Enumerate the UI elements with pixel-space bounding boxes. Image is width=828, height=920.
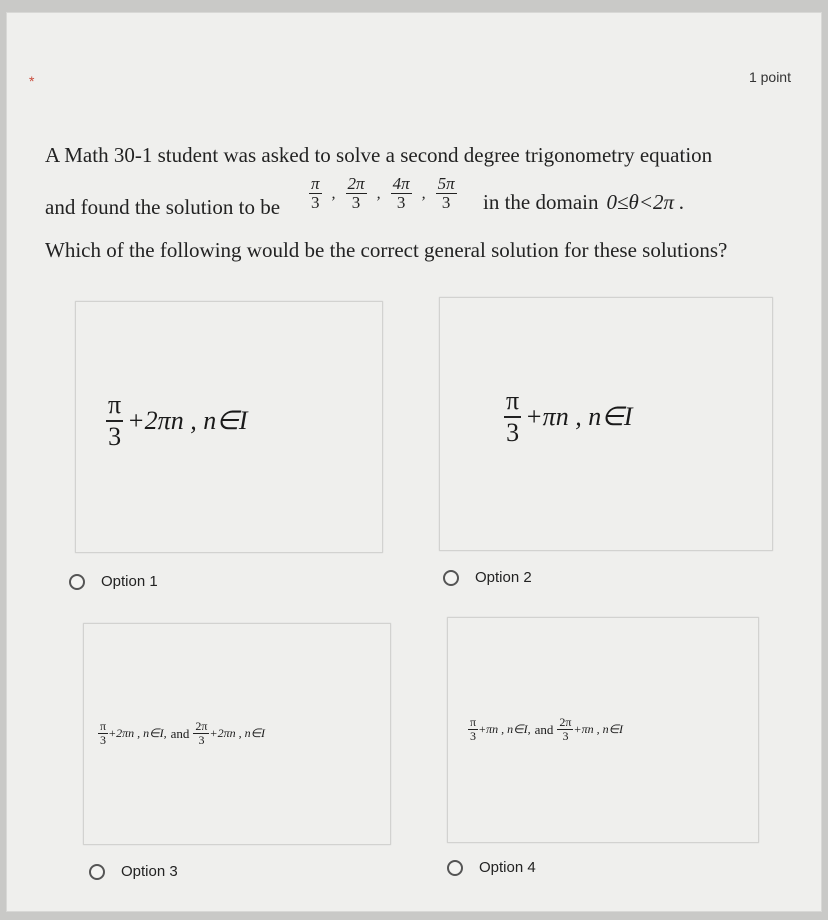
option-1-expression: $\frac{\pi}{3}$ +2πn , n∈I bbox=[108, 390, 248, 451]
option-1-radio[interactable] bbox=[69, 574, 85, 590]
option-3-image[interactable] bbox=[83, 623, 391, 845]
option-4-choice[interactable] bbox=[447, 859, 536, 876]
domain-expression: 0≤θ<2π . bbox=[606, 190, 685, 214]
option-2-image[interactable] bbox=[439, 297, 773, 551]
option-4-expression: $\frac{\pi}{3}$ +πn , n∈I, and $\frac{2\pi}{3}$ +πn , n∈I bbox=[470, 715, 624, 743]
option-2-label: Option 2 bbox=[475, 569, 532, 586]
option-4-label: Option 4 bbox=[479, 859, 536, 876]
option-3-radio[interactable] bbox=[89, 864, 105, 880]
option-3-choice[interactable] bbox=[89, 863, 178, 880]
question-line-1: A Math 30-1 student was asked to solve a second degree trigonometry equation bbox=[45, 143, 713, 167]
solution-fraction-3: $\frac{4\pi}{3}$ bbox=[392, 174, 410, 212]
solution-fraction-4: $\frac{5\pi}{3}$ bbox=[437, 174, 455, 212]
option-4-radio[interactable] bbox=[447, 860, 463, 876]
option-2-radio[interactable] bbox=[443, 570, 459, 586]
option-2-choice[interactable] bbox=[443, 569, 532, 586]
solution-list: $\frac{\pi}{3}$ , $\frac{2\pi}{3}$ , $\frac{4\pi}{3}$ , $\frac{5\pi}{3}$ bbox=[311, 174, 455, 212]
question-card bbox=[6, 12, 822, 912]
question-line-3: Which of the following would be the correct general solution for these solutions? bbox=[45, 238, 728, 262]
option-1-choice[interactable] bbox=[69, 573, 158, 590]
question-line-2-prefix: and found the solution to be bbox=[45, 195, 281, 219]
option-1-label: Option 1 bbox=[101, 573, 158, 590]
points-label: 1 point bbox=[748, 69, 791, 85]
option-1-image[interactable] bbox=[75, 301, 383, 553]
option-4-image[interactable] bbox=[447, 617, 759, 843]
domain-text: in the domain 0≤θ<2π . bbox=[483, 190, 685, 214]
required-marker: * bbox=[29, 73, 35, 89]
solution-fraction-1: $\frac{\pi}{3}$ bbox=[311, 174, 320, 212]
solution-fraction-2: $\frac{2\pi}{3}$ bbox=[347, 174, 365, 212]
option-3-expression: $\frac{\pi}{3}$ +2πn , n∈I, and $\frac{2\pi}{3}$ +2πn , n∈I bbox=[100, 719, 266, 747]
option-3-label: Option 3 bbox=[121, 863, 178, 880]
option-2-expression: $\frac{\pi}{3}$ +πn , n∈I bbox=[506, 386, 633, 447]
